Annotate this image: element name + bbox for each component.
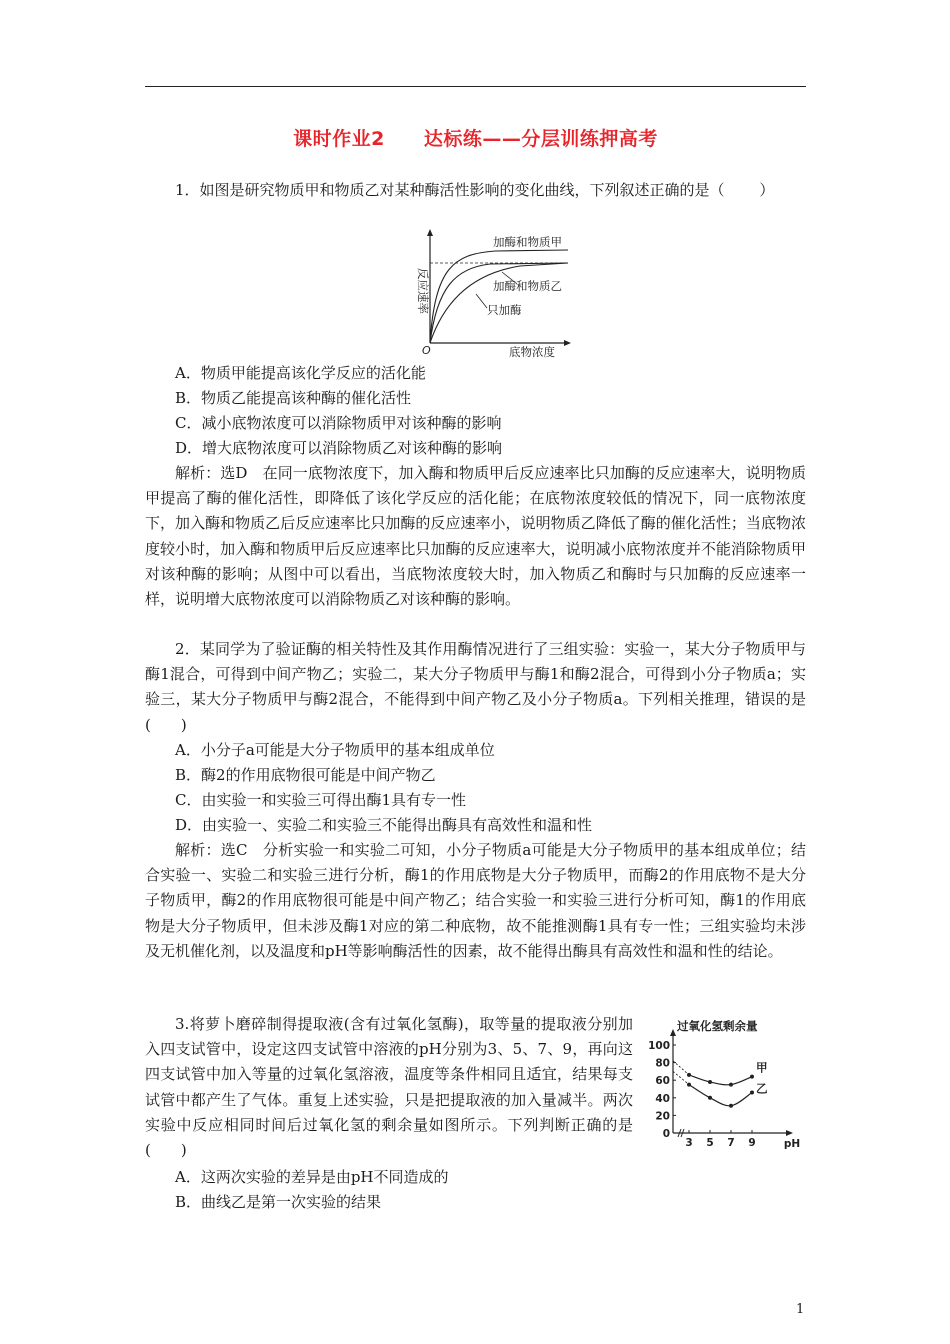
- q1-option-c: C．减小底物浓度可以消除物质甲对该种酶的影响: [175, 414, 502, 432]
- q3-data-point: [729, 1083, 733, 1087]
- q3-y-tick-label: 80: [655, 1057, 670, 1070]
- q3-y-arrow: [670, 1029, 676, 1036]
- q1-label-only: 只加酶: [487, 303, 522, 317]
- q3-y-tick-label: 20: [655, 1110, 670, 1123]
- q3-option-b: B．曲线乙是第一次实验的结果: [175, 1193, 382, 1211]
- q1-option-b: B．物质乙能提高该种酶的催化活性: [175, 389, 412, 407]
- q3-chart: [645, 1020, 810, 1150]
- q3-data-point: [729, 1104, 733, 1108]
- q3-x-tick-label: 7: [727, 1137, 735, 1149]
- q3-x-arrow: [786, 1130, 793, 1136]
- q1-x-arrow: [564, 340, 571, 346]
- q3-y-tick-label: 100: [648, 1040, 670, 1052]
- q3-data-point: [687, 1083, 691, 1087]
- q3-x-tick-label: 9: [748, 1137, 756, 1149]
- q3-series-line-jia: [689, 1075, 752, 1085]
- q3-y-tick-label: 40: [655, 1092, 670, 1105]
- q1-option-d: D．增大底物浓度可以消除物质乙对该种酶的影响: [175, 439, 503, 457]
- q1-figure: [405, 228, 575, 358]
- q1-label-yi: 加酶和物质乙: [493, 279, 562, 293]
- q3-series-line-yi: [689, 1085, 752, 1106]
- q3-x-tick-label: 5: [706, 1137, 714, 1149]
- q3-series-label-jia: 甲: [756, 1060, 768, 1075]
- q1-x-label: 底物浓度: [509, 345, 555, 358]
- q1-y-label: 反应速率: [416, 268, 430, 314]
- q1-origin: O: [422, 344, 431, 357]
- q3-y-tick-label: 0: [662, 1128, 670, 1140]
- q2-option-a: A．小分子a可能是大分子物质甲的基本组成单位: [175, 741, 495, 759]
- q3-chart-title: 过氧化氢剩余量: [677, 1020, 758, 1033]
- q2-option-d: D．由实验一、实验二和实验三不能得出酶具有高效性和温和性: [175, 816, 593, 834]
- q3-series-label-yi: 乙: [756, 1081, 768, 1096]
- q3-x-label: pH: [783, 1138, 801, 1150]
- q1-stem: 1．如图是研究物质甲和物质乙对某种酶活性影响的变化曲线，下列叙述正确的是（ ）: [175, 181, 775, 199]
- q2-analysis: 解析：选C 分析实验一和实验二可知，小分子物质a可能是大分子物质甲的基本组成单位；结合实验一、实验二和实验三进行分析，酶1的作用底物是大分子物质甲，而酶2的作用底物不是大分子物质甲，酶2的作用底物很可能是中间产物乙；结合实验一和实验三进行分析可知，酶1的作用底物是大分子物质甲，但未涉及酶1对应的第二种底物，故不能推测酶1具有专一性；三组实验均未涉及无机催化剂，以及温度和pH等影响酶活性的因素，故不能得出酶具有高效性和温和性的结论。: [145, 841, 806, 960]
- q3-y-tick-label: 60: [655, 1075, 670, 1088]
- header-rule: [145, 86, 806, 87]
- page-number: 1: [796, 1302, 805, 1317]
- q3-x-tick-label: 3: [685, 1137, 693, 1149]
- q3-option-a: A．这两次实验的差异是由pH不同造成的: [175, 1168, 449, 1186]
- q3-stem: 3.将萝卜磨碎制得提取液(含有过氧化氢酶)，取等量的提取液分别加入四支试管中，设定这四支试管中溶液的pH分别为3、5、7、9，再向这四支试管中加入等量的过氧化氢溶液，温度等条件相同且适宜，结果每支试管中都产生了气体。重复上述实验，只是把提取液的加入量减半。两次实验中反应相同时间后过氧化氢的剩余量如图所示。下列判断正确的是( ): [145, 1015, 633, 1160]
- q3-data-point: [750, 1075, 754, 1079]
- q2-option-b: B．酶2的作用底物很可能是中间产物乙: [175, 766, 436, 784]
- q3-data-point: [750, 1091, 754, 1095]
- q1-y-arrow: [427, 229, 433, 236]
- page-title: 课时作业2 达标练——分层训练押高考: [293, 128, 658, 150]
- q2-stem: 2．某同学为了验证酶的相关特性及其作用酶情况进行了三组实验：实验一，某大分子物质甲与酶1混合，可得到中间产物乙；实验二，某大分子物质甲与酶1和酶2混合，可得到小分子物质a；实验三，某大分子物质甲与酶2混合，不能得到中间产物乙及小分子物质a。下列相关推理，错误的是( ): [145, 640, 806, 734]
- q3-series-lead-yi: [673, 1071, 689, 1084]
- q1-option-a: A．物质甲能提高该化学反应的活化能: [175, 364, 426, 382]
- q1-analysis: 解析：选D 在同一底物浓度下，加入酶和物质甲后反应速率比只加酶的反应速率大，说明物质甲提高了酶的催化活性，即降低了该化学反应的活化能；在底物浓度较低的情况下，同一底物浓度下，加入酶和物质乙后反应速率比只加酶的反应速率小，说明物质乙降低了酶的催化活性；当底物浓度较小时，加入酶和物质甲后反应速率比只加酶的反应速率大，说明减小底物浓度并不能消除物质甲对该种酶的影响；从图中可以看出，当底物浓度较大时，加入物质乙和酶时与只加酶的反应速率一样，说明增大底物浓度可以消除物质乙对该种酶的影响。: [145, 464, 806, 609]
- q3-data-point: [687, 1073, 691, 1077]
- q1-label-jia: 加酶和物质甲: [493, 235, 562, 249]
- q1-pointer-only: [476, 294, 487, 308]
- q2-option-c: C．由实验一和实验三可得出酶1具有专一性: [175, 791, 467, 809]
- q3-data-point: [708, 1080, 712, 1084]
- q3-data-point: [708, 1096, 712, 1100]
